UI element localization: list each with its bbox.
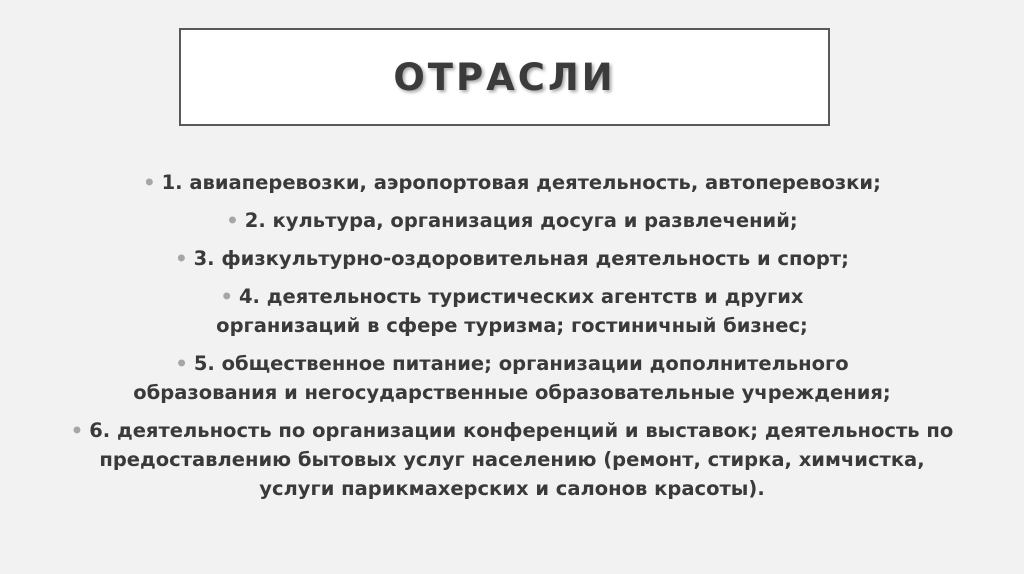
- bullet-icon: •: [175, 247, 188, 270]
- slide-title: ОТРАСЛИ: [393, 55, 616, 99]
- bullet-icon: •: [220, 285, 233, 308]
- list-item: [60, 244, 964, 273]
- list-item: [60, 282, 964, 340]
- title-box: [179, 28, 830, 126]
- list-item: [60, 416, 964, 503]
- list-item: [60, 168, 964, 197]
- list-item-text: 5. общественное питание; организации дополнительного образования и негосударственные образовательные учреждения;: [133, 352, 891, 404]
- bullet-icon: •: [70, 419, 84, 442]
- list-item-text: 1. авиаперевозки, аэропортовая деятельность, автоперевозки;: [161, 171, 881, 194]
- list-item: [60, 349, 964, 407]
- bullet-icon: •: [143, 171, 156, 194]
- list-item-text: 2. культура, организация досуга и развлечений;: [244, 209, 798, 232]
- list-item-text: 3. физкультурно-оздоровительная деятельность и спорт;: [193, 247, 849, 270]
- list-item-text: 4. деятельность туристических агентств и других организаций в сфере туризма; гостиничный бизнес;: [216, 285, 808, 337]
- list-item-text: 6. деятельность по организации конференций и выставок; деятельность по предоставлению бытовых услуг населению (ремонт, стирка, химчистка, услуги парикмахерских и салонов красоты).: [89, 419, 954, 500]
- bullet-icon: •: [175, 352, 188, 375]
- bullet-list: [60, 168, 964, 512]
- list-item: [60, 206, 964, 235]
- bullet-icon: •: [226, 209, 239, 232]
